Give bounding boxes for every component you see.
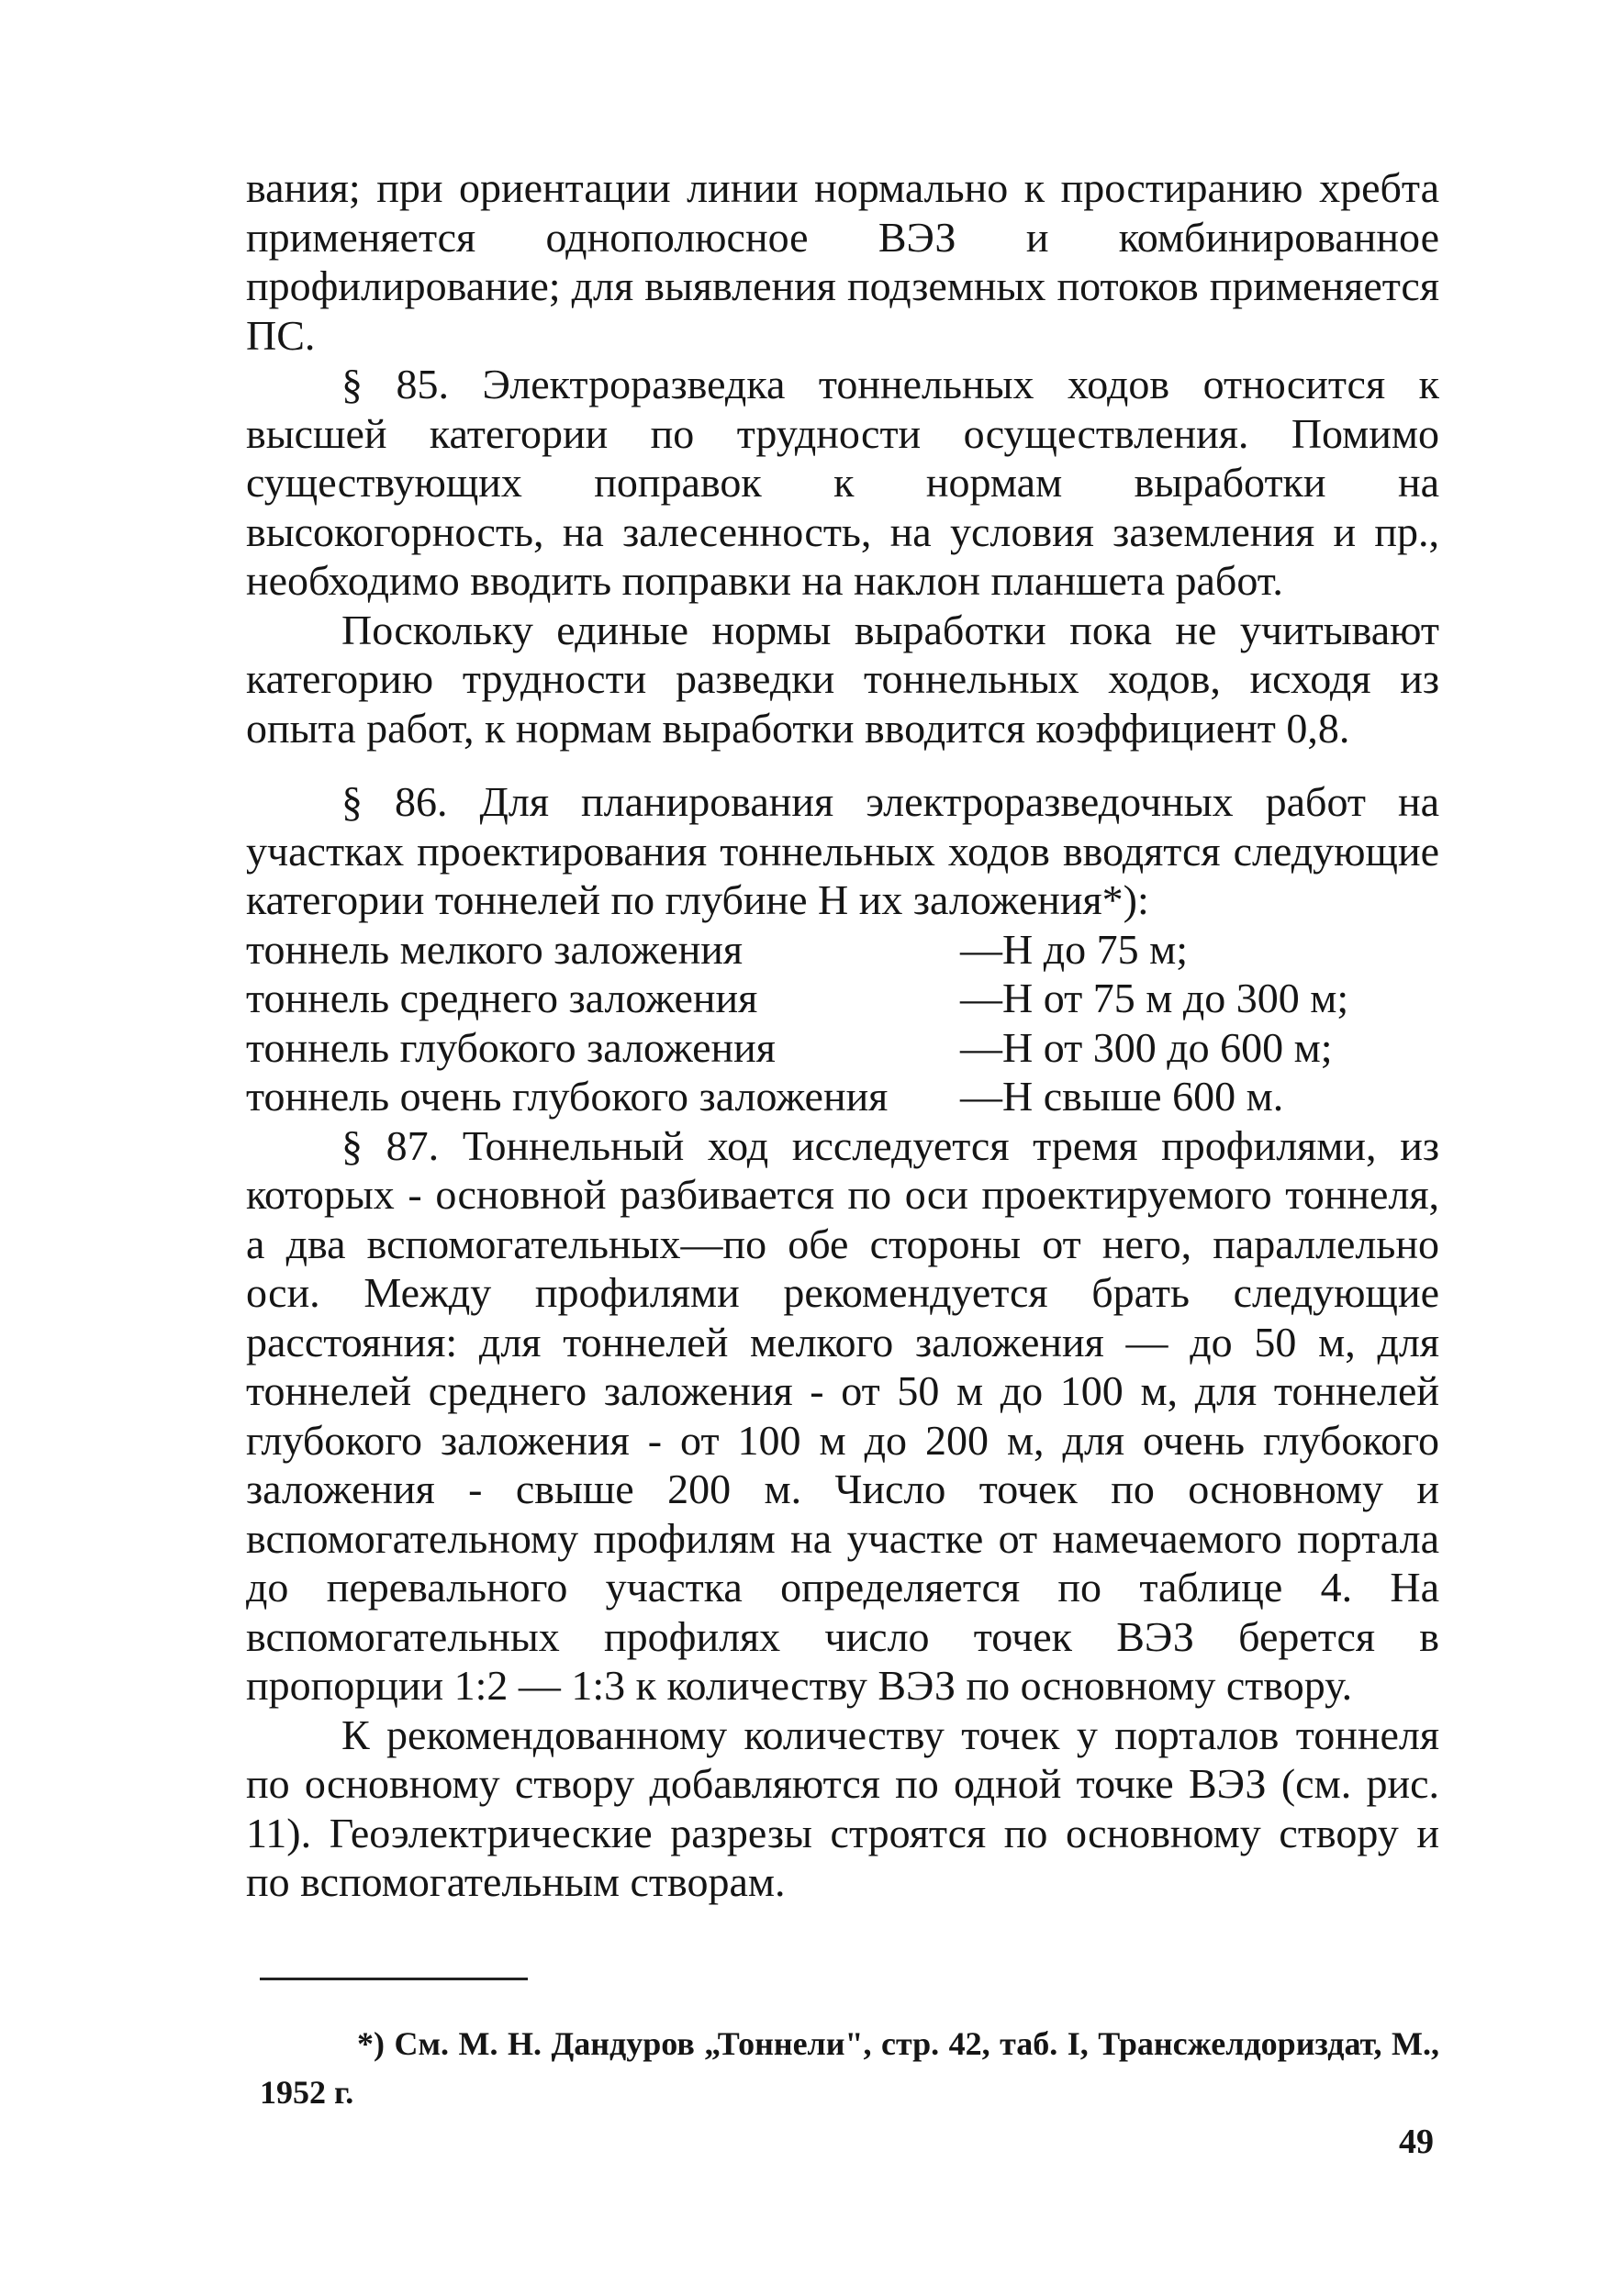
footnote-divider <box>260 1978 528 1980</box>
depth-category-value: —Н от 75 м до 300 м; <box>960 975 1349 1021</box>
page-number: 49 <box>1399 2123 1434 2161</box>
depth-row-shallow <box>246 925 1439 975</box>
main-text <box>246 163 1439 1907</box>
depth-category-name: тоннель очень глубокого заложения <box>246 1073 889 1120</box>
depth-category-name: тоннель глубокого заложения <box>246 1023 776 1071</box>
paragraph-87-cont: К рекомендованному количеству точек у порталов тоннеля по основному створу добавляются по одной точке ВЭЗ (см. рис. 11). Геоэлектрические разрезы строятся по основному створу и по вспомогательным створам. <box>246 1711 1439 1905</box>
paragraph-continuation: вания; при ориентации линии нормально к простиранию хребта применяется однополюсное ВЭЗ и комбинированное профилирование; для выявления подземных потоков применяется ПС. <box>246 164 1439 359</box>
depth-category-value: —Н до 75 м; <box>960 925 1189 973</box>
depth-category-value: —Н от 300 до 600 м; <box>960 1023 1333 1071</box>
tunnel-depth-list <box>246 925 1439 1121</box>
depth-category-name: тоннель среднего заложения <box>246 975 758 1021</box>
paragraph-86: § 86. Для планирования электроразведочных работ на участках проектирования тоннельных ходов вводятся следующие категории тоннелей по глубине Н их заложения*): <box>246 778 1439 923</box>
depth-category-name: тоннель мелкого заложения <box>246 925 744 973</box>
paragraph-87: § 87. Тоннельный ход исследуется тремя профилями, из которых - основной разбивается по оси проектируемого тоннеля, а два вспомогательных—по обе стороны от него, параллельно оси. Между профилями рекомендуется брать следующие расстояния: для тоннелей мелкого заложения — до 50 м, для тоннелей среднего заложения - от 50 м до 100 м, для тоннелей глубокого заложения - от 100 м до 200 м, для очень глубокого заложения - свыше 200 м. Число точек по основному и вспомогательному профилям на участке от намечаемого портала до перевального участка определяется по таблице 4. На вспомогательных профилях число точек ВЭЗ берется в пропорции 1:2 — 1:3 к количеству ВЭЗ по основному створу. <box>246 1121 1439 1709</box>
paragraph-85-cont: Поскольку единые нормы выработки пока не учитывают категорию трудности разведки тоннельных ходов, исходя из опыта работ, к нормам выработки вводится коэффициент 0,8. <box>246 606 1439 752</box>
depth-category-value: —Н свыше 600 м. <box>960 1073 1284 1120</box>
depth-row-very-deep <box>246 1072 1439 1121</box>
footnote: *) См. М. Н. Дандуров „Тоннели", стр. 42, таб. I, Трансжелдориздат, М., 1952 г. <box>260 2025 1439 2111</box>
depth-row-medium <box>246 974 1439 1023</box>
paragraph-85: § 85. Электроразведка тоннельных ходов относится к высшей категории по трудности осуществления. Помимо существующих поправок к нормам выработки на высокогорность, на залесенность, на условия заземления и пр., необходимо вводить поправки на наклон планшета работ. <box>246 361 1439 604</box>
depth-row-deep <box>246 1023 1439 1073</box>
